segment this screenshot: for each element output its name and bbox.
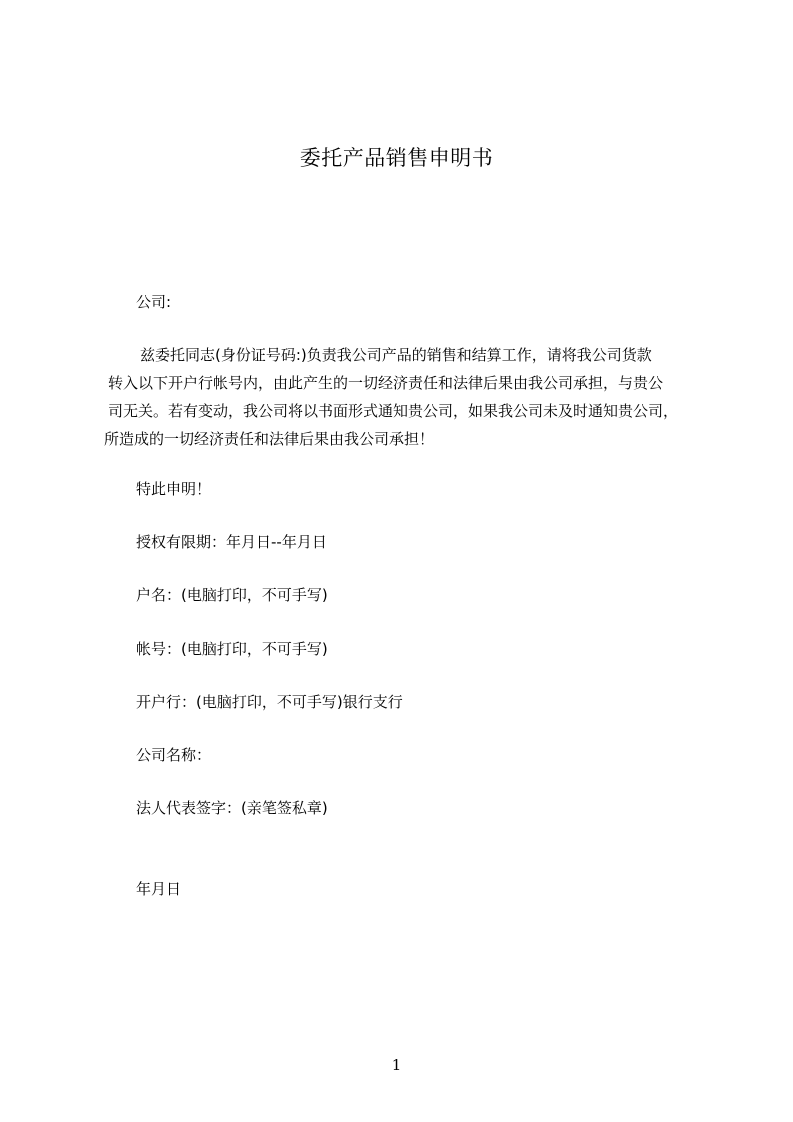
authorization-period: 授权有限期：年月日--年月日: [136, 533, 327, 551]
account-name-line: 户名：(电脑打印，不可手写): [136, 586, 328, 604]
body-paragraph: [104, 341, 679, 453]
body-line-3: 司无关。若有变动，我公司将以书面形式通知贵公司，如果我公司未及时通知贵公司，: [108, 402, 679, 420]
declaration: 特此申明！: [136, 480, 212, 498]
page-number: 1: [391, 1056, 402, 1074]
date-line: 年月日: [136, 880, 182, 898]
account-number-line: 帐号：(电脑打印，不可手写): [136, 640, 328, 658]
company-name-line: 公司名称：: [136, 746, 212, 764]
body-line-4: 所造成的一切经济责任和法律后果由我公司承担！: [104, 430, 435, 448]
salutation: 公司:: [136, 293, 172, 311]
legal-rep-signature-line: 法人代表签字：(亲笔签私章): [136, 799, 328, 817]
document-title: 委托产品销售申明书: [299, 146, 494, 170]
body-line-2: 转入以下开户行帐号内，由此产生的一切经济责任和法律后果由我公司承担，与贵公: [108, 374, 664, 392]
bank-line: 开户行：(电脑打印，不可手写)银行支行: [136, 693, 403, 711]
body-line-1: 兹委托同志(身份证号码:)负责我公司产品的销售和结算工作，请将我公司货款: [140, 346, 652, 364]
